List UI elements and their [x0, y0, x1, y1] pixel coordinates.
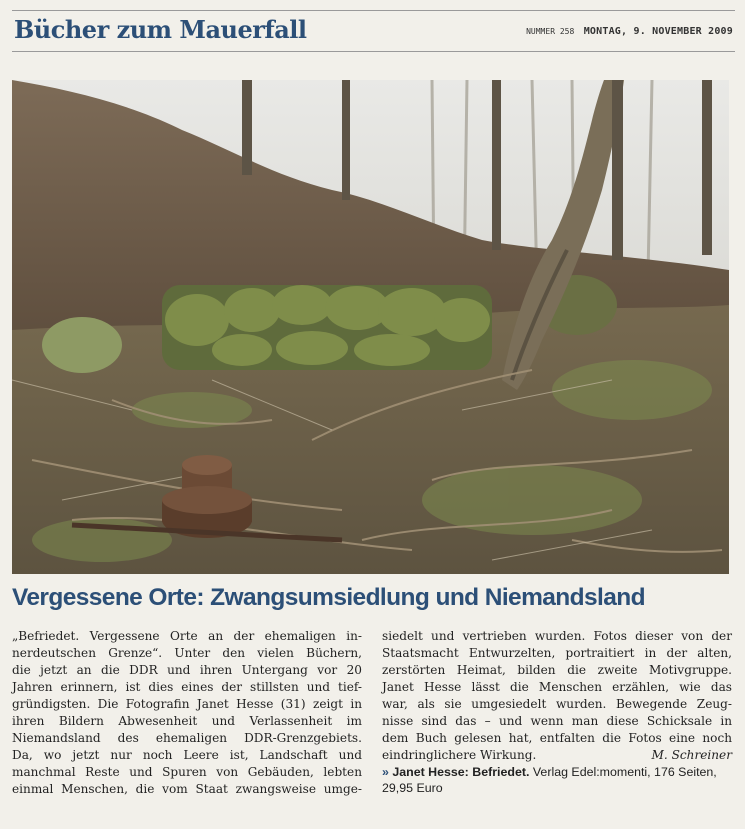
issue-info [526, 26, 733, 37]
text-line: Jahren erinnern, ist dies eines der stillsten und tief- [12, 680, 362, 694]
text-line: Janet Hesse lässt die Menschen erzählen, wie das [382, 680, 732, 694]
text-line: gründigsten. Die Fotografin Janet Hesse (31) zeigt in [12, 697, 362, 711]
text-line: siedelt und vertrieben wurden. Fotos dieser von der [382, 629, 732, 643]
text-line: einmal Menschen, die vom Staat zwangsweise umge- [12, 782, 362, 796]
article-headline: Vergessene Orte: Zwangsumsiedlung und Niemandsland [12, 584, 646, 611]
article-author: M. Schreiner [651, 748, 732, 762]
text-line: „Befriedet. Vergessene Orte an der ehemaligen in- [12, 629, 362, 643]
page-header [12, 10, 735, 52]
text-line: nisse sind das – und wenn man diese Schicksale in [382, 714, 732, 728]
section-title: Bücher zum Mauerfall [14, 15, 307, 44]
text-line: manchmal Reste und Spuren von Gebäuden, lebten [12, 765, 362, 779]
text-line: Da, wo jetzt nur noch Leere ist, Landschaft und [12, 748, 362, 762]
text-line: nerdeutschen Grenze“. Unter den vielen Büchern, [12, 646, 362, 660]
text-line: war, als sie umgesiedelt wurden. Bewegende Zeug- [382, 697, 732, 711]
book-title: Janet Hesse: Befriedet. [392, 765, 530, 779]
book-info-marker: » [382, 765, 389, 779]
issue-number: NUMMER 258 [526, 27, 575, 36]
text-line: dem Buch gelesen hat, entfalten die Fotos eine noch [382, 731, 732, 745]
book-info [382, 764, 732, 796]
text-line: Staatsmacht Entwurzelten, portraitiert in der alten, [382, 646, 732, 660]
text-line-with-author [382, 747, 732, 764]
text-line: eindringlichere Wirkung. [382, 748, 537, 762]
article-column-right [382, 628, 732, 796]
book-details: Verlag Edel:momenti, 176 Seiten, [529, 765, 717, 779]
book-price: 29,95 Euro [382, 781, 443, 795]
text-line: zerstörten Heimat, bilden die zweite Motivgruppe. [382, 663, 732, 677]
text-line: Niemandsland des ehemaligen DDR-Grenzgebiets. [12, 731, 362, 745]
text-line: die jetzt an die DDR und ihren Untergang vor 20 [12, 663, 362, 677]
forest-ruins-photo-icon [12, 80, 729, 574]
article-photo [12, 80, 729, 574]
article-column-left [12, 628, 362, 798]
text-line: ihren Bildern Abwesenheit und Verlassenheit im [12, 714, 362, 728]
issue-date: MONTAG, 9. NOVEMBER 2009 [583, 26, 733, 37]
